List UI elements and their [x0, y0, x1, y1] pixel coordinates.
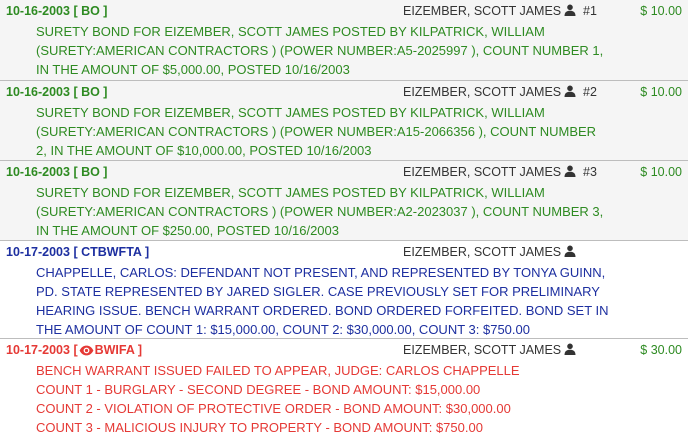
- docket-entry: [0, 160, 688, 240]
- party-name[interactable]: [403, 4, 576, 18]
- entry-header: [0, 81, 688, 103]
- entry-line: SURETY BOND FOR EIZEMBER, SCOTT JAMES POSTED BY KILPATRICK, WILLIAM: [36, 105, 545, 120]
- count-number: #2: [583, 85, 597, 99]
- person-icon: [564, 85, 576, 97]
- entry-code[interactable]: BWIFA ]: [94, 343, 143, 357]
- entry-text: [0, 103, 688, 160]
- entry-date-code: [6, 343, 142, 357]
- entry-line: SURETY BOND FOR EIZEMBER, SCOTT JAMES POSTED BY KILPATRICK, WILLIAM: [36, 185, 545, 200]
- party-label: EIZEMBER, SCOTT JAMES: [403, 4, 562, 18]
- entry-date: 10-16-2003: [6, 165, 70, 179]
- docket-entry: [0, 240, 688, 338]
- docket-entry: [0, 0, 688, 80]
- entry-line: BENCH WARRANT ISSUED FAILED TO APPEAR, JUDGE: CARLOS CHAPPELLE: [36, 363, 520, 378]
- entry-line: (SURETY:AMERICAN CONTRACTORS ) (POWER NUMBER:A15-2066356 ), COUNT NUMBER: [36, 124, 597, 139]
- fee-amount: $ 30.00: [640, 343, 682, 357]
- entry-date-code: [6, 245, 149, 259]
- person-icon: [564, 4, 576, 16]
- entry-line: CHAPPELLE, CARLOS: DEFENDANT NOT PRESENT, AND REPRESENTED BY TONYA GUINN,: [36, 265, 606, 280]
- person-icon: [564, 245, 576, 257]
- fee-amount: $ 10.00: [640, 165, 682, 179]
- entry-line: THE AMOUNT OF COUNT 1: $15,000.00, COUNT 2: $30,000.00, COUNT 3: $750.00: [36, 322, 530, 337]
- docket-entry: [0, 80, 688, 160]
- person-icon: [564, 343, 576, 355]
- party-label: EIZEMBER, SCOTT JAMES: [403, 343, 562, 357]
- entry-date: 10-17-2003: [6, 343, 70, 357]
- entry-header: [0, 339, 688, 361]
- party-name[interactable]: [403, 245, 576, 259]
- entry-line: SURETY BOND FOR EIZEMBER, SCOTT JAMES POSTED BY KILPATRICK, WILLIAM: [36, 24, 545, 39]
- entry-line: PD. STATE REPRESENTED BY JARED SIGLER. CASE PREVIOUSLY SET FOR PRELIMINARY: [36, 284, 600, 299]
- entry-text: [0, 263, 688, 339]
- eye-icon[interactable]: [79, 345, 94, 356]
- fee-amount: $ 10.00: [640, 4, 682, 18]
- entry-date-code: [6, 4, 107, 18]
- entry-line: IN THE AMOUNT OF $250.00, POSTED 10/16/2003: [36, 223, 339, 238]
- entry-line: IN THE AMOUNT OF $5,000.00, POSTED 10/16/2003: [36, 62, 350, 77]
- party-label: EIZEMBER, SCOTT JAMES: [403, 245, 562, 259]
- party-name[interactable]: [403, 343, 576, 357]
- fee-amount: $ 10.00: [640, 85, 682, 99]
- docket-entry: [0, 338, 688, 433]
- entry-text: [0, 183, 688, 240]
- party-name[interactable]: [403, 85, 576, 99]
- entry-line: 2, IN THE AMOUNT OF $10,000.00, POSTED 10/16/2003: [36, 143, 372, 158]
- entry-line: COUNT 1 - BURGLARY - SECOND DEGREE - BOND AMOUNT: $15,000.00: [36, 382, 481, 397]
- entry-date-code: [6, 85, 107, 99]
- entry-line: (SURETY:AMERICAN CONTRACTORS ) (POWER NUMBER:A2-2023037 ), COUNT NUMBER 3,: [36, 204, 604, 219]
- entry-header: [0, 161, 688, 183]
- entry-date: 10-16-2003: [6, 85, 70, 99]
- entry-header: [0, 241, 688, 263]
- entry-code[interactable]: [ CTBWFTA ]: [73, 245, 150, 259]
- entry-code-bracket: [: [73, 343, 78, 357]
- entry-header: [0, 0, 688, 22]
- count-number: #3: [583, 165, 597, 179]
- entry-line: HEARING ISSUE. BENCH WARRANT ORDERED. BOND ORDERED FORFEITED. BOND SET IN: [36, 303, 609, 318]
- party-label: EIZEMBER, SCOTT JAMES: [403, 165, 562, 179]
- entry-code[interactable]: [ BO ]: [73, 4, 108, 18]
- entry-line: COUNT 3 - MALICIOUS INJURY TO PROPERTY - BOND AMOUNT: $750.00: [36, 420, 483, 435]
- count-number: #1: [583, 4, 597, 18]
- entry-code[interactable]: [ BO ]: [73, 85, 108, 99]
- party-label: EIZEMBER, SCOTT JAMES: [403, 85, 562, 99]
- entry-line: COUNT 2 - VIOLATION OF PROTECTIVE ORDER - BOND AMOUNT: $30,000.00: [36, 401, 511, 416]
- party-name[interactable]: [403, 165, 576, 179]
- entry-date: 10-16-2003: [6, 4, 70, 18]
- entry-line: (SURETY:AMERICAN CONTRACTORS ) (POWER NUMBER:A5-2025997 ), COUNT NUMBER 1,: [36, 43, 604, 58]
- entry-date: 10-17-2003: [6, 245, 70, 259]
- entry-date-code: [6, 165, 107, 179]
- person-icon: [564, 165, 576, 177]
- entry-code[interactable]: [ BO ]: [73, 165, 108, 179]
- entry-text: [0, 361, 688, 437]
- entry-text: [0, 22, 688, 79]
